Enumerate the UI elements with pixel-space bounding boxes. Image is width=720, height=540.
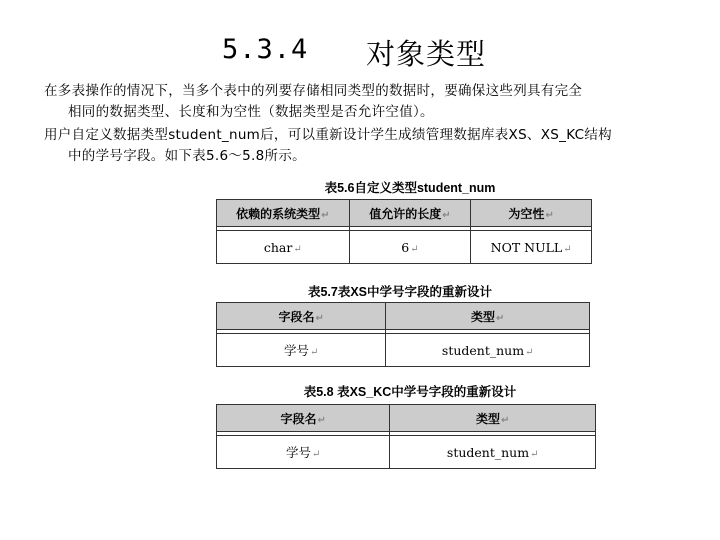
- section-title: 对象类型: [366, 37, 487, 71]
- section-heading: [0, 32, 720, 72]
- paragraph-2-line-1: 用户自定义数据类型student_num后，可以重新设计学生成绩管理数据库表XS、XS_KC结构: [44, 127, 612, 143]
- paragraph-1-line-2: 相同的数据类型、长度和为空性（数据类型是否允许空值）。: [68, 104, 434, 120]
- paragraph-mark-icon: ↵: [315, 312, 324, 324]
- table-header-cell: 类型↵: [386, 303, 590, 330]
- paragraph-mark-icon: ↵: [563, 243, 572, 255]
- paragraph-mark-icon: ↵: [293, 243, 302, 255]
- paragraph-mark-icon: ↵: [310, 347, 319, 358]
- table-5-7: [216, 302, 590, 367]
- table-header-row: [217, 200, 592, 227]
- table-cell: NOT NULL↵: [471, 231, 592, 264]
- table-cell: student_num↵: [386, 334, 590, 367]
- paragraph-mark-icon: ↵: [530, 448, 539, 460]
- paragraph-mark-icon: ↵: [496, 312, 505, 324]
- table-header-cell: 为空性↵: [471, 200, 592, 227]
- paragraph-mark-icon: ↵: [410, 243, 419, 255]
- section-number: 5.3.4: [222, 34, 309, 65]
- table-row: [217, 231, 592, 264]
- table-header-cell: 字段名↵: [217, 405, 390, 432]
- paragraph-mark-icon: ↵: [442, 209, 451, 221]
- table-header-row: [217, 303, 590, 330]
- paragraph-mark-icon: ↵: [525, 346, 534, 358]
- table-cell: 学号↵: [217, 436, 390, 469]
- paragraph-mark-icon: ↵: [321, 209, 330, 221]
- table-cell: 学号↵: [217, 334, 386, 367]
- table-caption: 表5.6自定义类型student_num: [324, 181, 496, 195]
- table-header-cell: 值允许的长度↵: [349, 200, 471, 227]
- table-5-6: [216, 199, 592, 264]
- paragraph-1-line-1: 在多表操作的情况下，当多个表中的列要存储相同类型的数据时，要确保这些列具有完全: [44, 83, 583, 99]
- table-header-cell: 字段名↵: [217, 303, 386, 330]
- table-row: [217, 334, 590, 367]
- table-caption: 表5.8 表XS_KC中学号字段的重新设计: [303, 385, 517, 399]
- paragraph-1: [44, 81, 684, 123]
- table-row: [217, 436, 596, 469]
- paragraph-2: [44, 125, 684, 167]
- table-caption: 表5.7表XS中学号字段的重新设计: [307, 285, 493, 299]
- paragraph-mark-icon: ↵: [545, 209, 554, 221]
- table-cell: student_num↵: [390, 436, 596, 469]
- paragraph-mark-icon: ↵: [501, 414, 510, 426]
- table-header-cell: 类型↵: [390, 405, 596, 432]
- table-cell: char↵: [217, 231, 350, 264]
- paragraph-2-line-2: 中的学号字段。如下表5.6～5.8所示。: [68, 148, 306, 164]
- paragraph-mark-icon: ↵: [317, 414, 326, 426]
- table-cell: 6↵: [349, 231, 471, 264]
- paragraph-mark-icon: ↵: [312, 449, 321, 460]
- table-5-8: [216, 404, 596, 469]
- table-header-cell: 依赖的系统类型↵: [217, 200, 350, 227]
- table-header-row: [217, 405, 596, 432]
